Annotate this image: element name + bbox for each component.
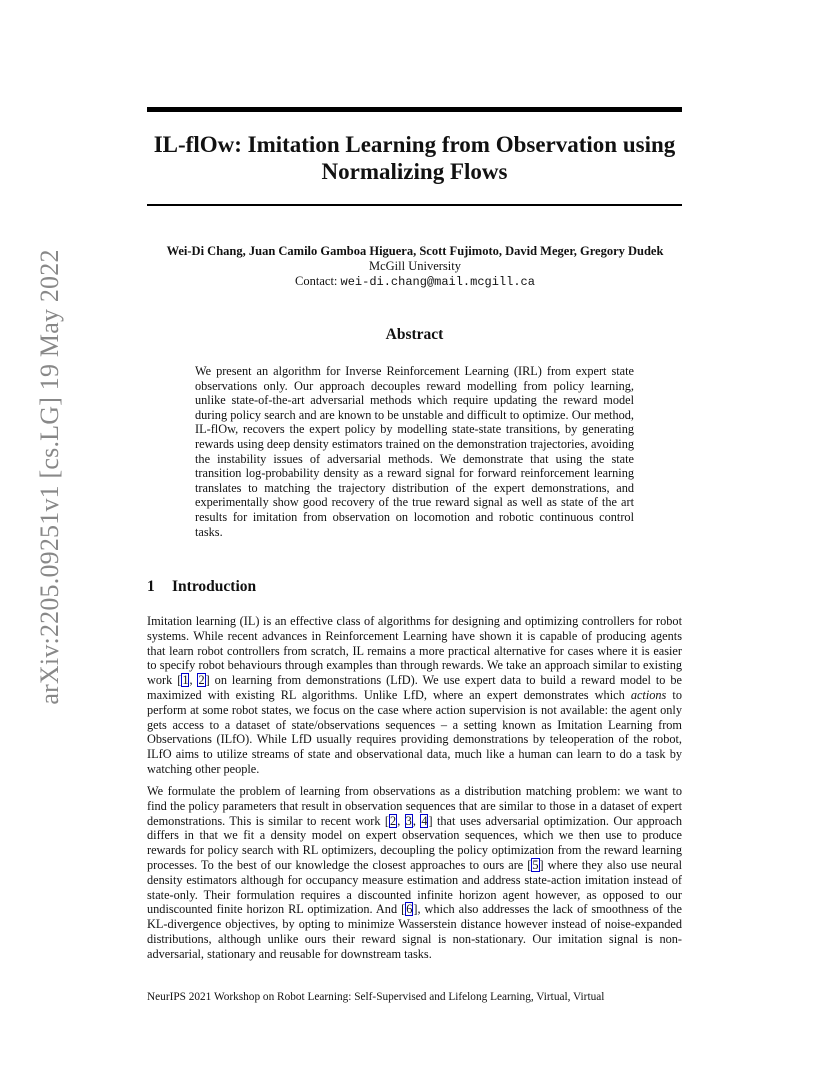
contact-label: Contact: bbox=[295, 274, 338, 288]
author-names: Wei-Di Chang, Juan Camilo Gamboa Higuera, Scott Fujimoto, David Meger, Gregory Dudek bbox=[166, 244, 664, 258]
text-run: ], which also addresses the lack of smoothness of the KL-divergence objectives, by opting to minimize Wasserstein distance however instead of noise-expanded distributions, although unlike ours their reward signal is non-stationary. Our imitation signal is non-adversarial, stationary and reusable for downstream tasks. bbox=[147, 902, 682, 961]
affiliation: McGill University bbox=[368, 259, 461, 273]
text-run: ] where they also use neural density estimators although for occupancy measure estimation and address state-action imitation instead of state-only. Their formulation requires a discounted infinite horizon agent however, as opposed to our undiscounted finite horizon RL optimization. And [ bbox=[147, 857, 682, 917]
citation-link[interactable]: 4 bbox=[421, 813, 428, 828]
citation-link[interactable]: 3 bbox=[405, 813, 412, 828]
text-run: We formulate the problem of learning from observations as a distribution matching problem: we want to find the policy parameters that result in observation sequences that are similar to those in a dataset of expert demonstrations. This is similar to recent work [ bbox=[147, 784, 682, 828]
citation-link[interactable]: 1 bbox=[182, 673, 189, 688]
text-run: ] on learning from demonstrations (LfD). We use expert data to build a reward model to be maximized with existing RL algorithms. Unlike LfD, where an expert demonstrates which bbox=[147, 673, 682, 702]
section-number: 1 bbox=[147, 578, 155, 595]
paper-title: IL-flOw: Imitation Learning from Observation using Normalizing Flows bbox=[153, 132, 676, 184]
section-title: Introduction bbox=[172, 578, 257, 595]
citation-link[interactable]: 2 bbox=[390, 813, 397, 828]
text-run: to perform at some robot states, we focus on the case where action supervision is not available: the agent only gets access to a dataset of state/observations sequences – a setting known as Imitation Learning from Observations (ILfO). While LfD usually requires providing demonstrations by teleoperation of the robot, ILfO aims to utilize streams of state and observational data, much like a human can learn to do a task by watching other people. bbox=[147, 687, 683, 776]
emphasis-text: actions bbox=[630, 687, 667, 702]
abstract-heading: Abstract bbox=[385, 326, 444, 343]
author-block bbox=[100, 244, 730, 290]
footer-venue: NeurIPS 2021 Workshop on Robot Learning: Self-Supervised and Lifelong Learning, Virtual, Virtual bbox=[147, 991, 605, 1003]
arxiv-stamp: arXiv:2205.09251v1 [cs.LG] 19 May 2022 bbox=[35, 249, 64, 705]
text-run: , bbox=[189, 673, 198, 688]
contact-email[interactable]: wei-di.chang@mail.mcgill.ca bbox=[340, 275, 535, 289]
contact-line bbox=[100, 274, 730, 290]
section-heading bbox=[147, 578, 256, 596]
text-run: ] that uses adversarial optimization. Our approach differs in that we fit a density model on expert observation sequences, which we then use to produce rewards for policy search with RL optimizers, decoupling the policy optimization from the reward learning processes. To the best of our knowledge the closest approaches to ours are [ bbox=[147, 813, 682, 872]
title-top-rule bbox=[147, 107, 682, 112]
citation-link[interactable]: 6 bbox=[406, 902, 413, 917]
citation-link[interactable]: 2 bbox=[198, 673, 205, 688]
title-bottom-rule bbox=[147, 204, 682, 206]
citation-link[interactable]: 5 bbox=[532, 857, 539, 872]
intro-paragraph-1 bbox=[147, 614, 682, 777]
text-run: , bbox=[412, 813, 421, 828]
intro-paragraph-2 bbox=[147, 784, 682, 962]
abstract-text: We present an algorithm for Inverse Reinforcement Learning (IRL) from expert state observations only. Our approach decouples reward modelling from policy learning, unlike state-of-the-art adversarial methods which require updating the reward model during policy search and are known to be unstable and difficult to optimize. Our method, IL-flOw, recovers the expert policy by modelling state-state transitions, by generating rewards using deep density estimators trained on the demonstration trajectories, avoiding the instability issues of adversarial methods. We demonstrate that using the state transition log-probability density as a reward signal for forward reinforcement learning translates to matching the trajectory distribution of the expert demonstrations, and experimentally show good recovery of the true reward signal as well as state of the art results for imitation from observation on locomotion and robotic continuous control tasks. bbox=[195, 364, 634, 539]
text-run: Imitation learning (IL) is an effective class of algorithms for designing and optimizing controllers for robot systems. While recent advances in Reinforcement Learning have shown it is capable of producing agents that learn robot controllers from scratch, IL remains a more practical alternative for cases where it is easier to specify robot behaviours through examples than through rewards. We take an approach similar to existing work [ bbox=[147, 614, 682, 688]
text-run: , bbox=[397, 813, 405, 828]
